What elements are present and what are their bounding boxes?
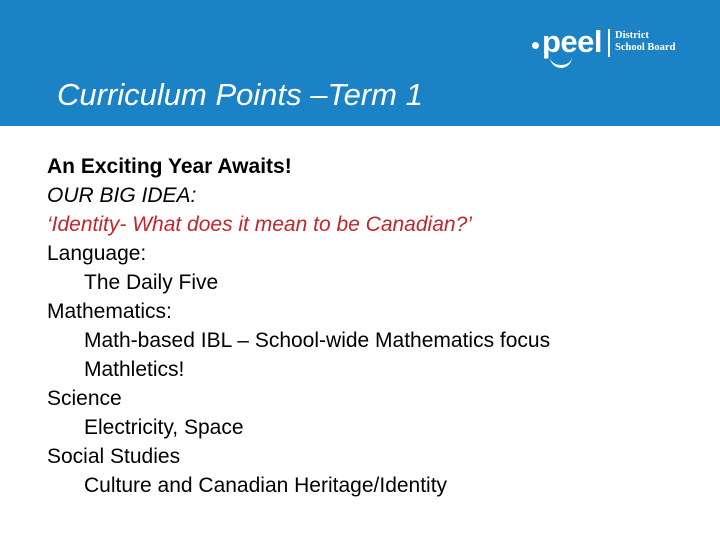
big-idea-label: OUR BIG IDEA: xyxy=(47,184,197,207)
logo-word-text: peel xyxy=(542,24,603,59)
header-banner xyxy=(0,0,720,126)
subject-language: Language: xyxy=(47,242,147,265)
logo-smile-icon xyxy=(550,56,572,68)
logo-dot-icon xyxy=(532,42,539,49)
slide-title: Curriculum Points –Term 1 xyxy=(57,77,423,112)
body-heading: An Exciting Year Awaits! xyxy=(47,155,292,178)
subject-science: Science xyxy=(47,387,122,410)
subject-social-studies: Social Studies xyxy=(47,445,181,468)
subject-language-item: The Daily Five xyxy=(84,271,219,294)
logo-subtitle xyxy=(615,30,675,54)
subject-science-item: Electricity, Space xyxy=(84,416,244,439)
logo-wordmark xyxy=(542,26,602,58)
subject-social-studies-item: Culture and Canadian Heritage/Identity xyxy=(84,474,448,497)
subject-mathematics-item: Math-based IBL – School-wide Mathematics focus xyxy=(84,329,551,352)
big-idea-text: ‘Identity- What does it mean to be Canadian?’ xyxy=(47,213,472,236)
logo-subtitle-line2: School Board xyxy=(615,42,676,53)
logo-subtitle-line1: District xyxy=(615,30,649,41)
subject-mathematics-item: Mathletics! xyxy=(84,358,185,381)
logo-divider xyxy=(608,29,610,57)
subject-mathematics: Mathematics: xyxy=(47,300,172,323)
slide-body xyxy=(47,152,550,500)
peel-district-school-board-logo xyxy=(532,26,675,58)
